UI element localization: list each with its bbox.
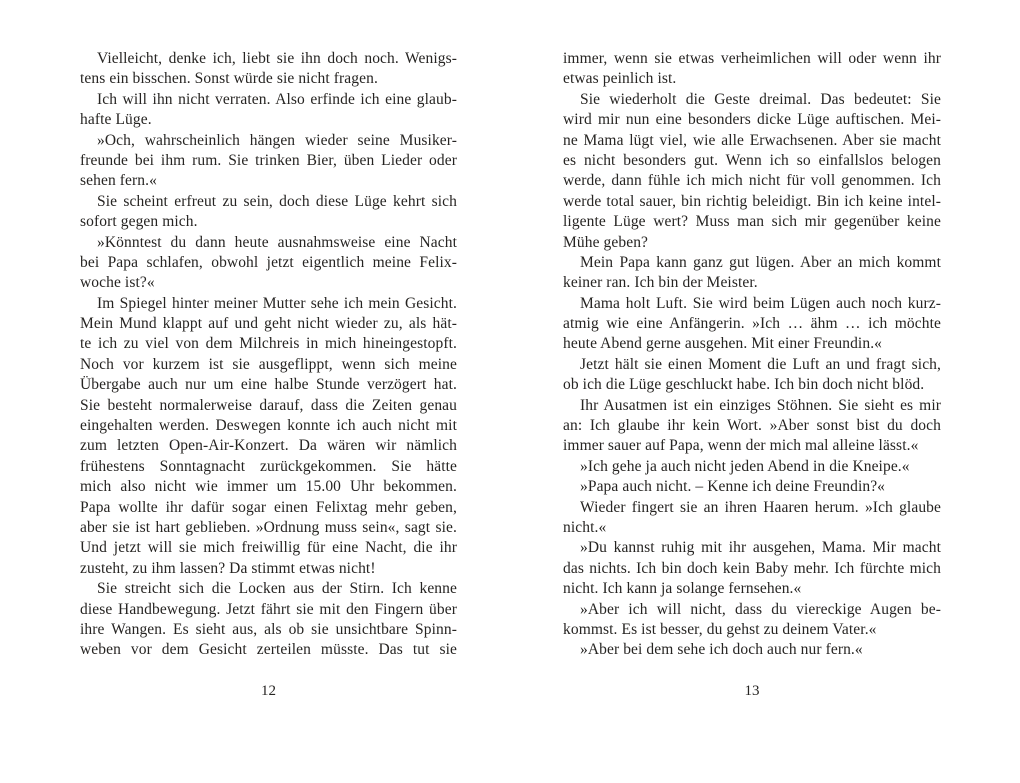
text-line: weben vor dem Gesicht zerteilen müsste. Das tut sie xyxy=(80,641,457,659)
text-line: ne Mama lügt viel, wie alle Erwachsenen. Aber sie macht xyxy=(563,131,941,149)
page-left xyxy=(80,49,457,749)
text-line: Übergabe auch nur um eine halbe Stunde verzögert hat. xyxy=(80,376,457,394)
page-right-number: 13 xyxy=(744,683,760,699)
page-left-number: 12 xyxy=(261,683,276,699)
text-line: frühestens Sonntagnacht zurückgekommen. Sie hätte xyxy=(80,457,457,475)
page-left-text xyxy=(80,49,457,661)
text-line: Mein Papa kann ganz gut lügen. Aber an mich kommt xyxy=(580,253,941,271)
text-line: Papa wollte ihr dafür sogar einen Felixtag mehr geben, xyxy=(80,498,457,516)
text-line: Ich will ihn nicht verraten. Also erfinde ich eine glaub- xyxy=(97,90,457,108)
text-line: woche ist?« xyxy=(80,274,155,292)
text-line: es nicht besonders gut. Wenn ich so einfallslos belogen xyxy=(563,151,941,169)
text-line: immer, wenn sie etwas verheimlichen will oder wenn ihr xyxy=(563,50,941,67)
text-line: eingehalten werden. Deswegen konnte ich auch nicht mit xyxy=(80,417,457,435)
text-line: kommst. Es ist besser, du gehst zu deinem Vater.« xyxy=(563,620,877,638)
text-line: Mühe geben? xyxy=(563,233,649,251)
text-line: immer sauer auf Papa, wenn der mich mal alleine lässt.« xyxy=(563,437,919,455)
text-line: Sie streicht sich die Locken aus der Stirn. Ich kenne xyxy=(97,580,457,598)
text-line: ihre Wangen. Es sieht aus, als ob sie unsichtbare Spinn- xyxy=(80,620,457,638)
text-line: »Och, wahrscheinlich hängen wieder seine Musiker- xyxy=(97,131,457,149)
text-line: Ihr Ausatmen ist ein einziges Stöhnen. Sie sieht es mir xyxy=(580,396,941,414)
text-line: atmig wie eine Anfängerin. »Ich … ähm … ich möchte xyxy=(563,315,941,333)
text-line: ligente Lüge wert? Muss man sich mir gegenüber keine xyxy=(563,213,941,231)
text-line: »Aber ich will nicht, dass du viereckige Augen be- xyxy=(580,600,941,618)
text-line: Und jetzt will sie mich freiwillig für eine Nacht, die ihr xyxy=(80,539,457,557)
text-line: Sie wiederholt die Geste dreimal. Das bedeutet: Sie xyxy=(580,90,941,108)
page-right xyxy=(563,49,941,749)
text-line: bei Papa schlafen, obwohl jetzt eigentlich meine Felix- xyxy=(80,253,457,271)
text-line: Wieder fingert sie an ihren Haaren herum. »Ich glaube xyxy=(580,498,941,516)
text-line: heute Abend gerne ausgehen. Mit einer Freundin.« xyxy=(563,335,883,353)
text-line: an: Ich glaube ihr kein Wort. »Aber sonst bist du doch xyxy=(563,417,941,435)
text-line: sofort gegen mich. xyxy=(80,213,198,231)
text-line: Noch vor kurzem ist sie ausgeflippt, wenn sich meine xyxy=(80,355,457,373)
text-line: etwas peinlich ist. xyxy=(563,70,677,88)
text-line: Sie scheint erfreut zu sein, doch diese Lüge kehrt sich xyxy=(97,192,457,210)
text-line: werde, dann fühle ich mich nicht für voll genommen. Ich xyxy=(563,172,941,190)
text-line: Sie besteht normalerweise darauf, dass die Zeiten genau xyxy=(80,396,457,414)
text-line: ob ich die Lüge geschluckt habe. Ich bin doch nicht blöd. xyxy=(563,376,925,394)
text-line: keiner ran. Ich bin der Meister. xyxy=(563,274,758,292)
text-line: zum letzten Open-Air-Konzert. Da wären wir nämlich xyxy=(80,437,457,455)
text-line: »Du kannst ruhig mit ihr ausgehen, Mama. Mir macht xyxy=(580,539,941,557)
text-line: »Ich gehe ja auch nicht jeden Abend in die Kneipe.« xyxy=(580,457,910,475)
text-line: Jetzt hält sie einen Moment die Luft an und fragt sich, xyxy=(580,355,941,373)
text-line: nicht.« xyxy=(563,518,607,536)
text-line: tens ein bisschen. Sonst würde sie nicht fragen. xyxy=(80,70,378,88)
text-line: Vielleicht, denke ich, liebt sie ihn doch noch. Wenigs- xyxy=(97,50,457,67)
text-line: »Aber bei dem sehe ich doch auch nur fern.« xyxy=(580,641,863,659)
text-line: sehen fern.« xyxy=(80,172,157,190)
text-line: te ich zu viel von dem Milchreis in mich hineingestopft. xyxy=(80,335,457,353)
text-line: wird mir nun eine besonders dicke Lüge auftischen. Mei- xyxy=(563,111,941,129)
text-line: Mein Mund klappt auf und geht nicht wieder zu, als hät- xyxy=(80,315,457,333)
text-line: diese Handbewegung. Jetzt fährt sie mit den Fingern über xyxy=(80,600,457,618)
text-line: mich also nicht wie immer um 15.00 Uhr bekommen. xyxy=(80,478,457,496)
text-line: Im Spiegel hinter meiner Mutter sehe ich mein Gesicht. xyxy=(97,294,457,312)
text-line: freunde bei ihm rum. Sie trinken Bier, üben Lieder oder xyxy=(80,151,457,169)
text-line: Mama holt Luft. Sie wird beim Lügen auch noch kurz- xyxy=(580,294,941,312)
text-line: aber sie ist hart geblieben. »Ordnung muss sein«, sagt sie. xyxy=(80,518,457,536)
text-line: »Papa auch nicht. – Kenne ich deine Freundin?« xyxy=(580,478,886,496)
page-right-text xyxy=(563,49,941,661)
text-line: »Könntest du dann heute ausnahmsweise eine Nacht xyxy=(97,233,457,251)
text-line: nicht. Ich kann ja solange fernsehen.« xyxy=(563,580,802,598)
text-line: zusteht, zu ihm lassen? Da stimmt etwas nicht! xyxy=(80,559,376,577)
text-line: werde total sauer, bin richtig beleidigt. Bin ich keine intel- xyxy=(563,192,941,210)
text-line: das nichts. Ich bin doch kein Baby mehr. Ich fürchte mich xyxy=(563,559,941,577)
text-line: hafte Lüge. xyxy=(80,111,152,129)
